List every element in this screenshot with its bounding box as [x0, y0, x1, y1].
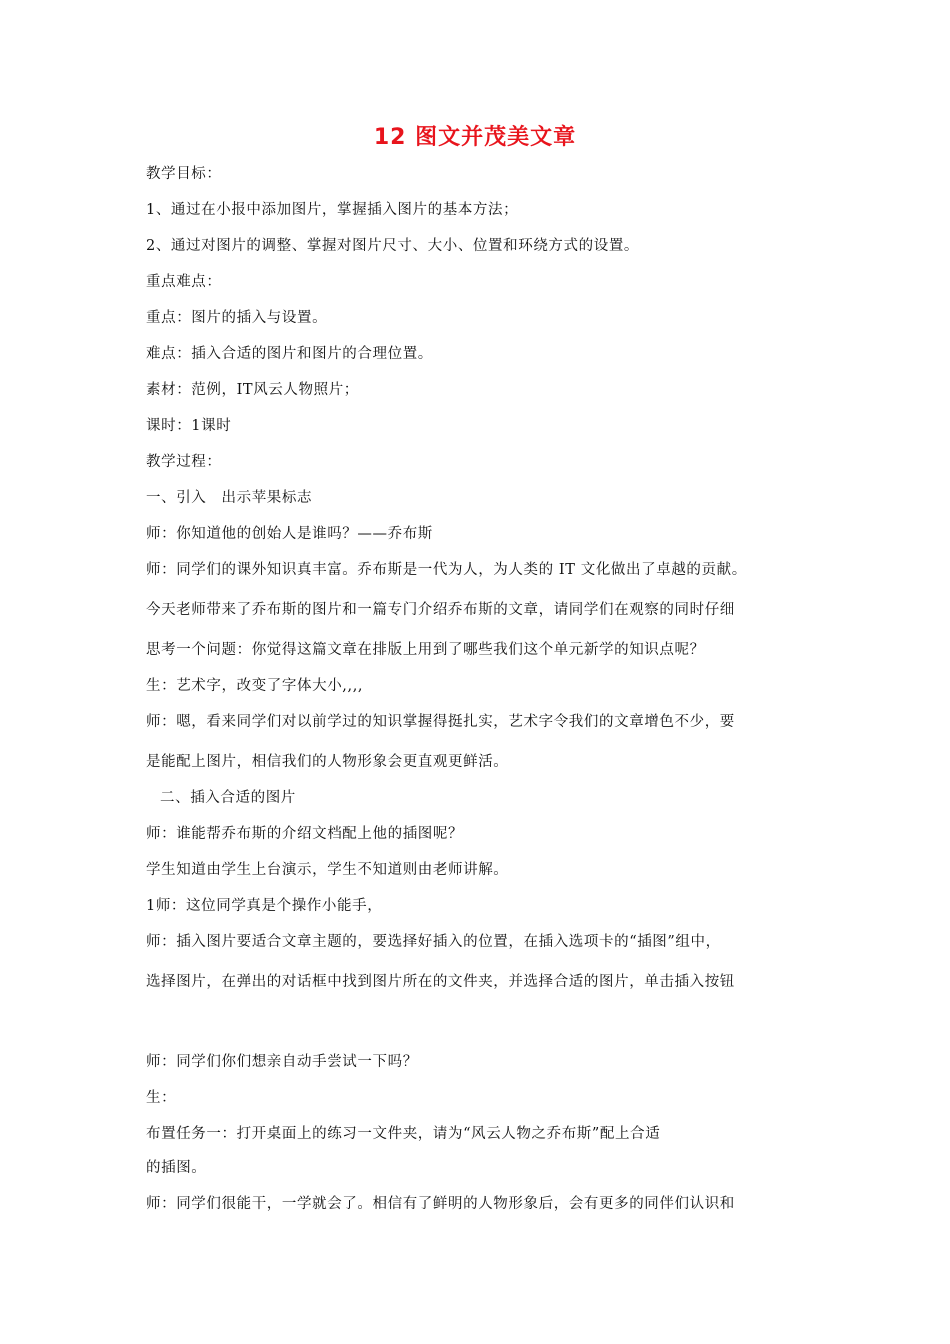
text-line: 师：嗯，看来同学们对以前学过的知识掌握得挺扎实，艺术字令我们的文章增色不少，要 [146, 714, 735, 730]
text-line: 的插图。 [146, 1160, 207, 1176]
text-line: 课时：1课时 [146, 418, 232, 434]
text-line: 师：同学们你们想亲自动手尝试一下吗？ [146, 1054, 418, 1070]
text-line: 重点难点： [146, 274, 222, 290]
text-line: 师：同学们很能干，一学就会了。相信有了鲜明的人物形象后，会有更多的同伴们认识和 [146, 1196, 735, 1212]
text-line: 师：同学们的课外知识真丰富。乔布斯是一代为人，为人类的 IT 文化做出了卓越的贡献。 [146, 562, 747, 578]
text-line: 师：插入图片要适合文章主题的，要选择好插入的位置，在插入选项卡的“插图”组中， [146, 934, 721, 950]
text-line: 今天老师带来了乔布斯的图片和一篇专门介绍乔布斯的文章，请同学们在观察的同时仔细 [146, 602, 735, 618]
text-line: 师：你知道他的创始人是谁吗？——乔布斯 [146, 526, 433, 542]
text-line: 重点：图片的插入与设置。 [146, 310, 328, 326]
text-line: 二、插入合适的图片 [160, 790, 296, 806]
text-line: 教学过程： [146, 454, 222, 470]
text-line: 是能配上图片，相信我们的人物形象会更直观更鲜活。 [146, 754, 509, 770]
text-line: 一、引入 出示苹果标志 [146, 490, 313, 506]
text-line: 生： [146, 1090, 177, 1106]
text-line: 2、通过对图片的调整、掌握对图片尺寸、大小、位置和环绕方式的设置。 [146, 238, 640, 254]
document-title: 12 图文并茂美文章 [373, 125, 577, 150]
text-line: 素材：范例，IT风云人物照片； [146, 382, 359, 398]
text-line: 学生知道由学生上台演示，学生不知道则由老师讲解。 [146, 862, 509, 878]
text-line: 难点：插入合适的图片和图片的合理位置。 [146, 346, 433, 362]
text-line: 生：艺术字，改变了字体大小,,,, [146, 678, 364, 694]
text-line: 教学目标： [146, 166, 222, 182]
text-line: 布置任务一：打开桌面上的练习一文件夹，请为“风云人物之乔布斯”配上合适 [146, 1126, 661, 1142]
text-line: 1、通过在小报中添加图片，掌握插入图片的基本方法； [146, 202, 519, 218]
text-line: 师：谁能帮乔布斯的介绍文档配上他的插图呢？ [146, 826, 464, 842]
text-line: 选择图片，在弹出的对话框中找到图片所在的文件夹，并选择合适的图片，单击插入按钮 [146, 974, 735, 990]
text-line: 1师：这位同学真是个操作小能手， [146, 898, 383, 914]
text-line: 思考一个问题：你觉得这篇文章在排版上用到了哪些我们这个单元新学的知识点呢？ [146, 642, 705, 658]
